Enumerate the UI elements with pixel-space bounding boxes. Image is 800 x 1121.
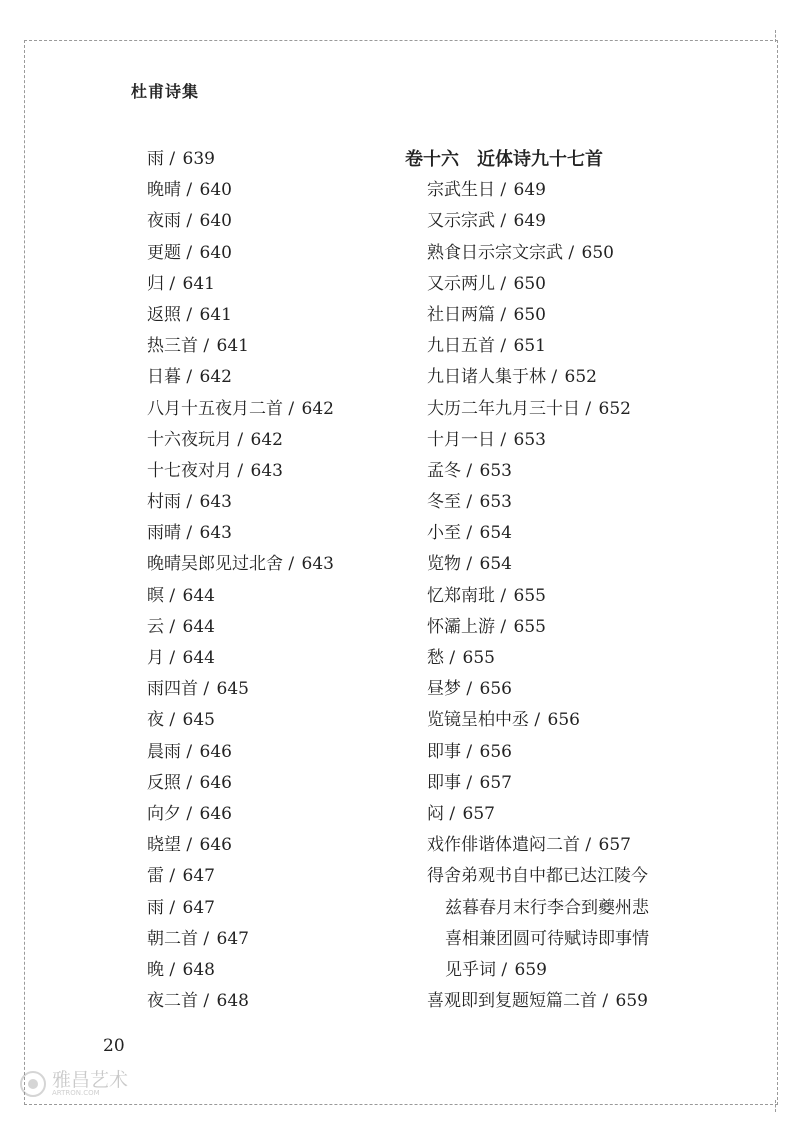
toc-entry-title-line: 喜相兼团圆可待赋诗即事情 (445, 928, 649, 949)
toc-entry-page: 646 (199, 772, 232, 793)
toc-right-column (405, 144, 649, 1017)
toc-entry-title: 昼梦 (427, 679, 461, 700)
toc-entry-title-line: 兹暮春月末行李合到夔州悲 (445, 897, 649, 918)
toc-entry-title: 晨雨 (147, 741, 181, 762)
toc-entry-page: 646 (199, 803, 232, 824)
toc-entry-title: 反照 (147, 772, 181, 793)
toc-separator: / (169, 585, 176, 606)
toc-entry (147, 955, 334, 986)
toc-entry-page: 652 (598, 398, 631, 419)
toc-separator: / (203, 991, 210, 1012)
toc-separator: / (186, 180, 193, 201)
watermark-logo-icon (20, 1071, 46, 1097)
toc-entry (405, 331, 649, 362)
toc-separator: / (501, 959, 508, 980)
toc-entry-title: 夜雨 (147, 211, 181, 232)
crop-mark (775, 30, 776, 42)
toc-entry-title: 又示两儿 (427, 273, 495, 294)
toc-entry (147, 986, 334, 1017)
toc-entry-title: 月 (147, 648, 164, 668)
toc-entry-page: 649 (513, 211, 546, 232)
toc-entry-title: 闷 (427, 803, 444, 824)
toc-separator: / (449, 803, 456, 824)
toc-entry (147, 549, 334, 580)
toc-separator: / (568, 242, 575, 263)
toc-entry-page: 641 (199, 304, 232, 325)
toc-entry-title: 雨 (147, 897, 164, 918)
toc-entry-page: 640 (199, 180, 232, 201)
toc-separator: / (169, 897, 176, 918)
toc-entry-title: 览物 (427, 554, 461, 575)
toc-entry-title: 朝二首 (147, 928, 198, 949)
toc-entry (147, 924, 334, 955)
toc-entry-title: 雨晴 (147, 523, 181, 544)
toc-entry-page: 639 (182, 149, 215, 169)
toc-entry (405, 206, 649, 237)
toc-entry-title: 八月十五夜月二首 (147, 398, 283, 419)
toc-entry-title: 云 (147, 616, 164, 637)
toc-separator: / (288, 398, 295, 419)
toc-entry-page: 644 (182, 585, 215, 606)
toc-right-entries (405, 175, 649, 1017)
toc-entry (147, 643, 334, 674)
toc-separator: / (500, 429, 507, 450)
toc-entry-title: 晚晴吴郎见过北舍 (147, 554, 283, 575)
watermark-subtext: ARTRON.COM (52, 1089, 100, 1097)
toc-separator: / (602, 991, 609, 1012)
toc-entry (147, 362, 334, 393)
toc-entry-page: 643 (199, 492, 232, 513)
toc-entry (147, 425, 334, 456)
toc-entry-title: 向夕 (147, 803, 181, 824)
toc-entry-continuation (405, 893, 649, 924)
toc-entry-title: 十七夜对月 (147, 460, 232, 481)
toc-entry-title: 十月一日 (427, 429, 495, 450)
toc-entry-title: 更题 (147, 242, 181, 263)
toc-entry-title: 暝 (147, 585, 164, 606)
toc-entry (405, 549, 649, 580)
toc-entry (405, 861, 649, 892)
toc-entry-title: 大历二年九月三十日 (427, 398, 580, 419)
toc-separator: / (500, 180, 507, 201)
toc-entry (405, 518, 649, 549)
toc-entry (405, 269, 649, 300)
toc-separator: / (186, 803, 193, 824)
toc-separator: / (169, 616, 176, 637)
toc-entry-page: 640 (199, 211, 232, 232)
toc-entry-page: 654 (479, 523, 512, 544)
toc-entry-page: 646 (199, 741, 232, 762)
toc-entry-page: 657 (598, 835, 631, 856)
toc-entry-title-line: 得舍弟观书自中都已达江陵今 (427, 866, 648, 887)
toc-separator: / (449, 648, 456, 668)
toc-entry-page: 647 (182, 897, 215, 918)
toc-entry (405, 300, 649, 331)
toc-separator: / (186, 211, 193, 232)
toc-entry (405, 394, 649, 425)
toc-entry (147, 830, 334, 861)
toc-entry-title: 孟冬 (427, 460, 461, 481)
toc-separator: / (466, 772, 473, 793)
toc-entry-page: 659 (615, 991, 648, 1012)
page-crop-border (24, 40, 778, 1105)
toc-entry-title: 九日诸人集于林 (427, 367, 546, 388)
toc-separator: / (186, 772, 193, 793)
toc-entry (405, 487, 649, 518)
toc-entry (405, 768, 649, 799)
toc-separator: / (500, 211, 507, 232)
toc-entry-title: 冬至 (427, 492, 461, 513)
toc-separator: / (500, 273, 507, 294)
toc-entry-page: 655 (462, 648, 495, 668)
toc-left-column (147, 144, 334, 1017)
toc-entry-page: 652 (564, 367, 597, 388)
toc-entry-page: 656 (547, 710, 580, 731)
toc-entry (405, 425, 649, 456)
toc-entry-title-line: 见乎词 (445, 959, 496, 980)
toc-entry-title: 雷 (147, 866, 164, 887)
toc-entry (147, 456, 334, 487)
toc-entry-page: 641 (216, 336, 249, 357)
toc-entry-page: 645 (216, 679, 249, 700)
toc-entry-page: 640 (199, 242, 232, 263)
toc-entry-title: 宗武生日 (427, 180, 495, 201)
toc-entry (147, 705, 334, 736)
toc-entry (405, 737, 649, 768)
toc-entry (405, 612, 649, 643)
toc-entry-page: 654 (479, 554, 512, 575)
toc-entry-page: 659 (514, 959, 547, 980)
toc-entry (147, 674, 334, 705)
toc-entry-title: 雨四首 (147, 679, 198, 700)
toc-entry (147, 206, 334, 237)
toc-entry-page: 653 (479, 460, 512, 481)
toc-entry (405, 456, 649, 487)
toc-entry (147, 238, 334, 269)
toc-entry (405, 799, 649, 830)
toc-entry-page: 651 (513, 336, 546, 357)
toc-separator: / (466, 554, 473, 575)
toc-entry-title: 晓望 (147, 835, 181, 856)
watermark (20, 1071, 128, 1097)
toc-entry-title: 返照 (147, 304, 181, 325)
toc-entry (147, 768, 334, 799)
toc-entry-page: 643 (199, 523, 232, 544)
toc-separator: / (169, 273, 176, 294)
toc-entry-title: 日暮 (147, 367, 181, 388)
toc-entry-page: 644 (182, 648, 215, 668)
toc-entry-title: 雨 (147, 149, 164, 169)
toc-separator: / (237, 429, 244, 450)
toc-entry-title: 小至 (427, 523, 461, 544)
toc-separator: / (500, 336, 507, 357)
toc-entry-title: 熟食日示宗文宗武 (427, 242, 563, 263)
toc-entry (147, 581, 334, 612)
toc-separator: / (186, 741, 193, 762)
toc-entry (147, 394, 334, 425)
toc-entry-title: 怀灞上游 (427, 616, 495, 637)
toc-entry-page: 653 (479, 492, 512, 513)
toc-separator: / (186, 304, 193, 325)
toc-separator: / (288, 554, 295, 575)
toc-entry-title: 社日两篇 (427, 304, 495, 325)
toc-entry-page: 655 (513, 616, 546, 637)
section-heading: 卷十六 近体诗九十七首 (405, 149, 603, 170)
toc-entry-page: 650 (513, 304, 546, 325)
toc-separator: / (466, 741, 473, 762)
toc-separator: / (585, 398, 592, 419)
toc-entry (405, 238, 649, 269)
toc-entry-title: 愁 (427, 648, 444, 668)
toc-separator: / (466, 460, 473, 481)
page-number: 20 (103, 1036, 125, 1056)
toc-separator: / (237, 460, 244, 481)
toc-separator: / (203, 336, 210, 357)
toc-entry-title: 又示宗武 (427, 211, 495, 232)
toc-entry-page: 641 (182, 273, 215, 294)
toc-separator: / (466, 679, 473, 700)
toc-entry-page: 656 (479, 741, 512, 762)
watermark-text: 雅昌艺术 (52, 1069, 129, 1091)
toc-entry-title: 即事 (427, 772, 461, 793)
toc-entry-page: 648 (182, 959, 215, 980)
toc-separator: / (186, 367, 193, 388)
toc-entry-page: 643 (250, 460, 283, 481)
toc-entry (147, 144, 334, 175)
toc-entry-page: 650 (513, 273, 546, 294)
toc-entry (405, 705, 649, 736)
toc-entry (147, 737, 334, 768)
toc-entry-page: 643 (301, 554, 334, 575)
toc-entry-title: 晚晴 (147, 180, 181, 201)
toc-entry (405, 581, 649, 612)
toc-entry-page: 642 (250, 429, 283, 450)
toc-separator: / (169, 149, 176, 169)
toc-entry-page: 655 (513, 585, 546, 606)
toc-entry-title: 九日五首 (427, 336, 495, 357)
toc-entry (405, 674, 649, 705)
toc-entry-page: 653 (513, 429, 546, 450)
toc-separator: / (186, 242, 193, 263)
toc-entry-title: 夜二首 (147, 991, 198, 1012)
toc-entry-title: 归 (147, 273, 164, 294)
toc-separator: / (169, 959, 176, 980)
toc-separator: / (534, 710, 541, 731)
toc-entry (147, 799, 334, 830)
toc-separator: / (169, 710, 176, 731)
toc-separator: / (500, 585, 507, 606)
toc-entry-title: 村雨 (147, 492, 181, 513)
toc-entry (147, 518, 334, 549)
toc-entry (405, 830, 649, 861)
toc-separator: / (169, 866, 176, 887)
crop-mark (775, 1100, 776, 1112)
toc-entry-page: 657 (462, 803, 495, 824)
toc-separator: / (500, 304, 507, 325)
toc-entry (405, 986, 649, 1017)
toc-entry-page: 646 (199, 835, 232, 856)
toc-entry (147, 269, 334, 300)
toc-entry (147, 175, 334, 206)
toc-entry-continuation (405, 924, 649, 955)
toc-entry (405, 175, 649, 206)
toc-separator: / (466, 492, 473, 513)
toc-entry-title: 喜观即到复题短篇二首 (427, 991, 597, 1012)
toc-entry-title: 览镜呈柏中丞 (427, 710, 529, 731)
toc-entry-page: 650 (581, 242, 614, 263)
toc-entry-page: 657 (479, 772, 512, 793)
toc-entry (147, 612, 334, 643)
toc-separator: / (186, 492, 193, 513)
toc-separator: / (186, 835, 193, 856)
toc-entry-title: 戏作俳谐体遣闷二首 (427, 835, 580, 856)
toc-entry-title: 忆郑南玭 (427, 585, 495, 606)
toc-entry-page: 647 (216, 928, 249, 949)
running-title: 杜甫诗集 (131, 82, 200, 101)
toc-entry-continuation (405, 955, 649, 986)
toc-separator: / (169, 648, 176, 668)
toc-separator: / (551, 367, 558, 388)
toc-entry-title: 夜 (147, 710, 164, 731)
toc-entry (405, 643, 649, 674)
toc-entry-page: 642 (199, 367, 232, 388)
toc-separator: / (203, 679, 210, 700)
toc-entry-title: 热三首 (147, 336, 198, 357)
toc-entry (147, 300, 334, 331)
toc-entry-page: 649 (513, 180, 546, 201)
toc-separator: / (203, 928, 210, 949)
toc-entry-title: 十六夜玩月 (147, 429, 232, 450)
toc-separator: / (186, 523, 193, 544)
toc-entry-page: 656 (479, 679, 512, 700)
toc-entry (147, 331, 334, 362)
toc-entry-page: 647 (182, 866, 215, 887)
toc-entry-title: 即事 (427, 741, 461, 762)
toc-entry (147, 487, 334, 518)
toc-entry-page: 642 (301, 398, 334, 419)
toc-entry-page: 644 (182, 616, 215, 637)
toc-entry-title: 晚 (147, 959, 164, 980)
toc-entry (405, 362, 649, 393)
toc-entry-page: 648 (216, 991, 249, 1012)
toc-separator: / (500, 616, 507, 637)
toc-entry (147, 893, 334, 924)
toc-separator: / (585, 835, 592, 856)
toc-entry (147, 861, 334, 892)
toc-entry-page: 645 (182, 710, 215, 731)
toc-separator: / (466, 523, 473, 544)
